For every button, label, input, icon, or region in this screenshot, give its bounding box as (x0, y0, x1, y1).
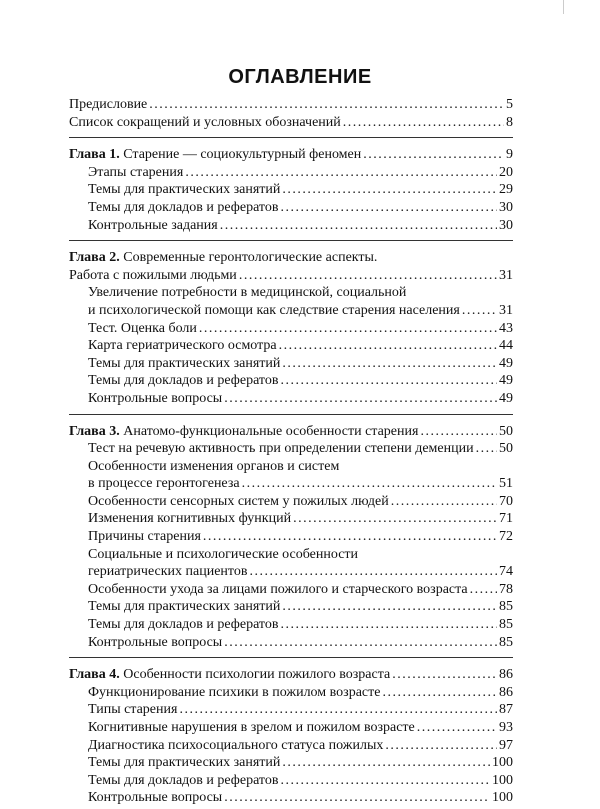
chapter-heading[interactable] (69, 666, 513, 684)
page-title: ОГЛАВЛЕНИЕ (228, 66, 372, 88)
entry-label (69, 666, 390, 684)
leader-dots (224, 634, 497, 652)
leader-dots (282, 598, 497, 616)
toc-entry[interactable] (69, 114, 513, 132)
page-number: 85 (499, 634, 513, 650)
leader-dots (343, 114, 504, 132)
leader-dots (280, 616, 497, 634)
page-number: 50 (499, 423, 513, 439)
toc-entry[interactable] (69, 320, 513, 338)
toc-entry[interactable] (69, 355, 513, 373)
page-number: 85 (499, 617, 513, 633)
chapter-heading[interactable] (69, 423, 513, 441)
leader-dots (462, 302, 497, 320)
leader-dots (280, 772, 490, 790)
leader-dots (392, 666, 497, 684)
page-number: 100 (492, 772, 513, 788)
toc-entry[interactable] (69, 302, 513, 320)
entry-label (69, 423, 418, 441)
chapter-heading[interactable] (69, 146, 513, 164)
toc-entry[interactable] (69, 510, 513, 528)
entry-label: Особенности ухода за лицами пожилого и старческого возраста (88, 581, 468, 597)
toc-entry[interactable] (69, 372, 513, 390)
page-number: 50 (499, 441, 513, 457)
toc-entry[interactable] (69, 440, 513, 458)
divider (69, 137, 513, 138)
toc-entry[interactable] (69, 684, 513, 702)
entry-label: Темы для практических занятий (88, 182, 281, 198)
page-number: 49 (499, 355, 513, 371)
page-number: 100 (492, 755, 513, 771)
entry-label: Темы для докладов и рефератов (88, 373, 279, 389)
leader-dots (149, 96, 504, 114)
leader-dots (224, 390, 497, 408)
page-edge-mark (563, 0, 564, 14)
leader-dots (282, 754, 490, 772)
entry-label: Тест. Оценка боли (88, 320, 197, 336)
leader-dots (363, 146, 504, 164)
page-number: 31 (499, 267, 513, 283)
leader-dots (385, 737, 497, 755)
leader-dots (242, 475, 497, 493)
chapter-title: Современные геронтологические аспекты. (123, 250, 378, 266)
entry-label: Этапы старения (88, 164, 184, 180)
page-number: 86 (499, 667, 513, 683)
page-number: 87 (499, 702, 513, 718)
leader-dots (249, 563, 497, 581)
entry-label: Темы для докладов и рефератов (88, 199, 279, 215)
toc-entry[interactable] (69, 337, 513, 355)
entry-label: Темы для практических занятий (88, 755, 281, 771)
leader-dots (382, 684, 497, 702)
toc-entry[interactable] (69, 528, 513, 546)
toc-entry[interactable] (69, 199, 513, 217)
entry-label: Контрольные вопросы (88, 634, 223, 650)
leader-dots (417, 719, 497, 737)
leader-dots (293, 510, 497, 528)
page-number: 49 (499, 373, 513, 389)
chapter-number: Глава 1. (69, 147, 120, 163)
leader-dots (279, 337, 497, 355)
chapter-heading[interactable] (69, 267, 513, 285)
divider (69, 414, 513, 415)
chapter-number: Глава 3. (69, 423, 120, 439)
entry-label: Карта гериатрического осмотра (88, 338, 277, 354)
entry-label: Темы для практических занятий (88, 599, 281, 615)
page-number: 20 (499, 164, 513, 180)
leader-dots (224, 789, 490, 807)
chapter-title: Старение — социокультурный феномен (123, 147, 362, 163)
divider (69, 657, 513, 658)
entry-label: Контрольные вопросы (88, 790, 223, 806)
toc-entry-line[interactable]: Социальные и психологические особенности (88, 546, 359, 562)
toc-entry[interactable] (69, 634, 513, 652)
leader-dots (420, 423, 497, 441)
page-number: 86 (499, 684, 513, 700)
entry-label: Особенности сенсорных систем у пожилых людей (88, 493, 389, 509)
page-number: 43 (499, 320, 513, 336)
page-number: 49 (499, 390, 513, 406)
toc-entry[interactable] (69, 616, 513, 634)
page-number: 44 (499, 338, 513, 354)
entry-label: Контрольные задания (88, 217, 218, 233)
page-number: 8 (506, 114, 513, 130)
toc-entry[interactable] (69, 493, 513, 511)
entry-label: в процессе геронтогенеза (88, 476, 240, 492)
leader-dots (280, 199, 497, 217)
toc-entry[interactable] (69, 701, 513, 719)
entry-label: Функционирование психики в пожилом возрасте (88, 684, 381, 700)
entry-label: Список сокращений и условных обозначений (69, 114, 341, 130)
toc-entry[interactable] (69, 598, 513, 616)
entry-label: Изменения когнитивных функций (88, 511, 292, 527)
page-number: 29 (499, 182, 513, 198)
leader-dots (470, 581, 497, 599)
page-number: 5 (506, 97, 513, 112)
toc-entry-line[interactable]: Увеличение потребности в медицинской, социальной (88, 285, 407, 301)
toc-entry[interactable] (69, 390, 513, 408)
page-number: 70 (499, 493, 513, 509)
leader-dots (199, 320, 497, 338)
leader-dots (203, 528, 497, 546)
page-number: 100 (492, 790, 513, 806)
entry-label: гериатрических пациентов (88, 564, 248, 580)
entry-label: Темы для докладов и рефератов (88, 772, 279, 788)
page-number: 74 (499, 564, 513, 580)
page-number: 97 (499, 737, 513, 753)
toc-entry[interactable] (69, 475, 513, 493)
toc-entry[interactable] (69, 581, 513, 599)
chapter-number: Глава 2. (69, 250, 120, 266)
chapter-heading-line[interactable] (69, 249, 513, 267)
toc-entry[interactable] (69, 719, 513, 737)
page-number: 78 (499, 581, 513, 597)
page-number: 31 (499, 302, 513, 318)
page-number: 9 (506, 147, 513, 163)
toc-entry[interactable] (69, 754, 513, 772)
entry-label: Типы старения (88, 702, 178, 718)
chapter-number: Глава 4. (69, 667, 120, 683)
toc-entry-line[interactable]: Особенности изменения органов и систем (88, 458, 340, 474)
toc-entry[interactable] (69, 737, 513, 755)
toc-entry[interactable] (69, 217, 513, 235)
chapter-4 (69, 664, 513, 809)
toc-entry[interactable] (69, 96, 513, 114)
toc-entry[interactable] (69, 164, 513, 182)
page-number: 93 (499, 720, 513, 735)
leader-dots (282, 355, 497, 373)
leader-dots (220, 217, 497, 235)
chapter-1 (69, 144, 513, 236)
entry-label: Темы для практических занятий (88, 355, 281, 371)
leader-dots (282, 181, 497, 199)
entry-label: Причины старения (88, 529, 201, 545)
chapter-2 (69, 247, 513, 409)
entry-label: Работа с пожилыми людьми (69, 267, 237, 283)
page-number: 72 (499, 529, 513, 545)
leader-dots (179, 701, 497, 719)
page-number: 71 (499, 511, 513, 527)
leader-dots (239, 267, 497, 285)
table-of-contents (69, 94, 513, 809)
leader-dots (185, 164, 497, 182)
page-number: 30 (499, 217, 513, 233)
front-matter (69, 94, 513, 133)
entry-label: Когнитивные нарушения в зрелом и пожилом возрасте (88, 720, 415, 735)
entry-label: Тест на речевую активность при определении степени деменции (88, 441, 474, 457)
page-number: 85 (499, 599, 513, 615)
toc-entry[interactable] (69, 181, 513, 199)
entry-label: Предисловие (69, 97, 148, 112)
leader-dots (391, 493, 497, 511)
toc-entry[interactable] (69, 772, 513, 790)
chapter-title: Особенности психологии пожилого возраста (123, 667, 391, 683)
leader-dots (280, 372, 497, 390)
entry-label: и психологической помощи как следствие старения населения (88, 302, 460, 318)
chapter-title: Анатомо-функциональные особенности старения (123, 423, 419, 439)
leader-dots (476, 440, 497, 458)
entry-label: Темы для докладов и рефератов (88, 617, 279, 633)
toc-entry[interactable] (69, 789, 513, 807)
page-number: 30 (499, 199, 513, 215)
entry-label: Контрольные вопросы (88, 390, 223, 406)
chapter-3 (69, 421, 513, 654)
entry-label: Диагностика психосоциального статуса пожилых (88, 737, 384, 753)
divider (69, 240, 513, 241)
toc-entry[interactable] (69, 563, 513, 581)
page-number: 51 (499, 476, 513, 492)
entry-label (69, 146, 361, 164)
